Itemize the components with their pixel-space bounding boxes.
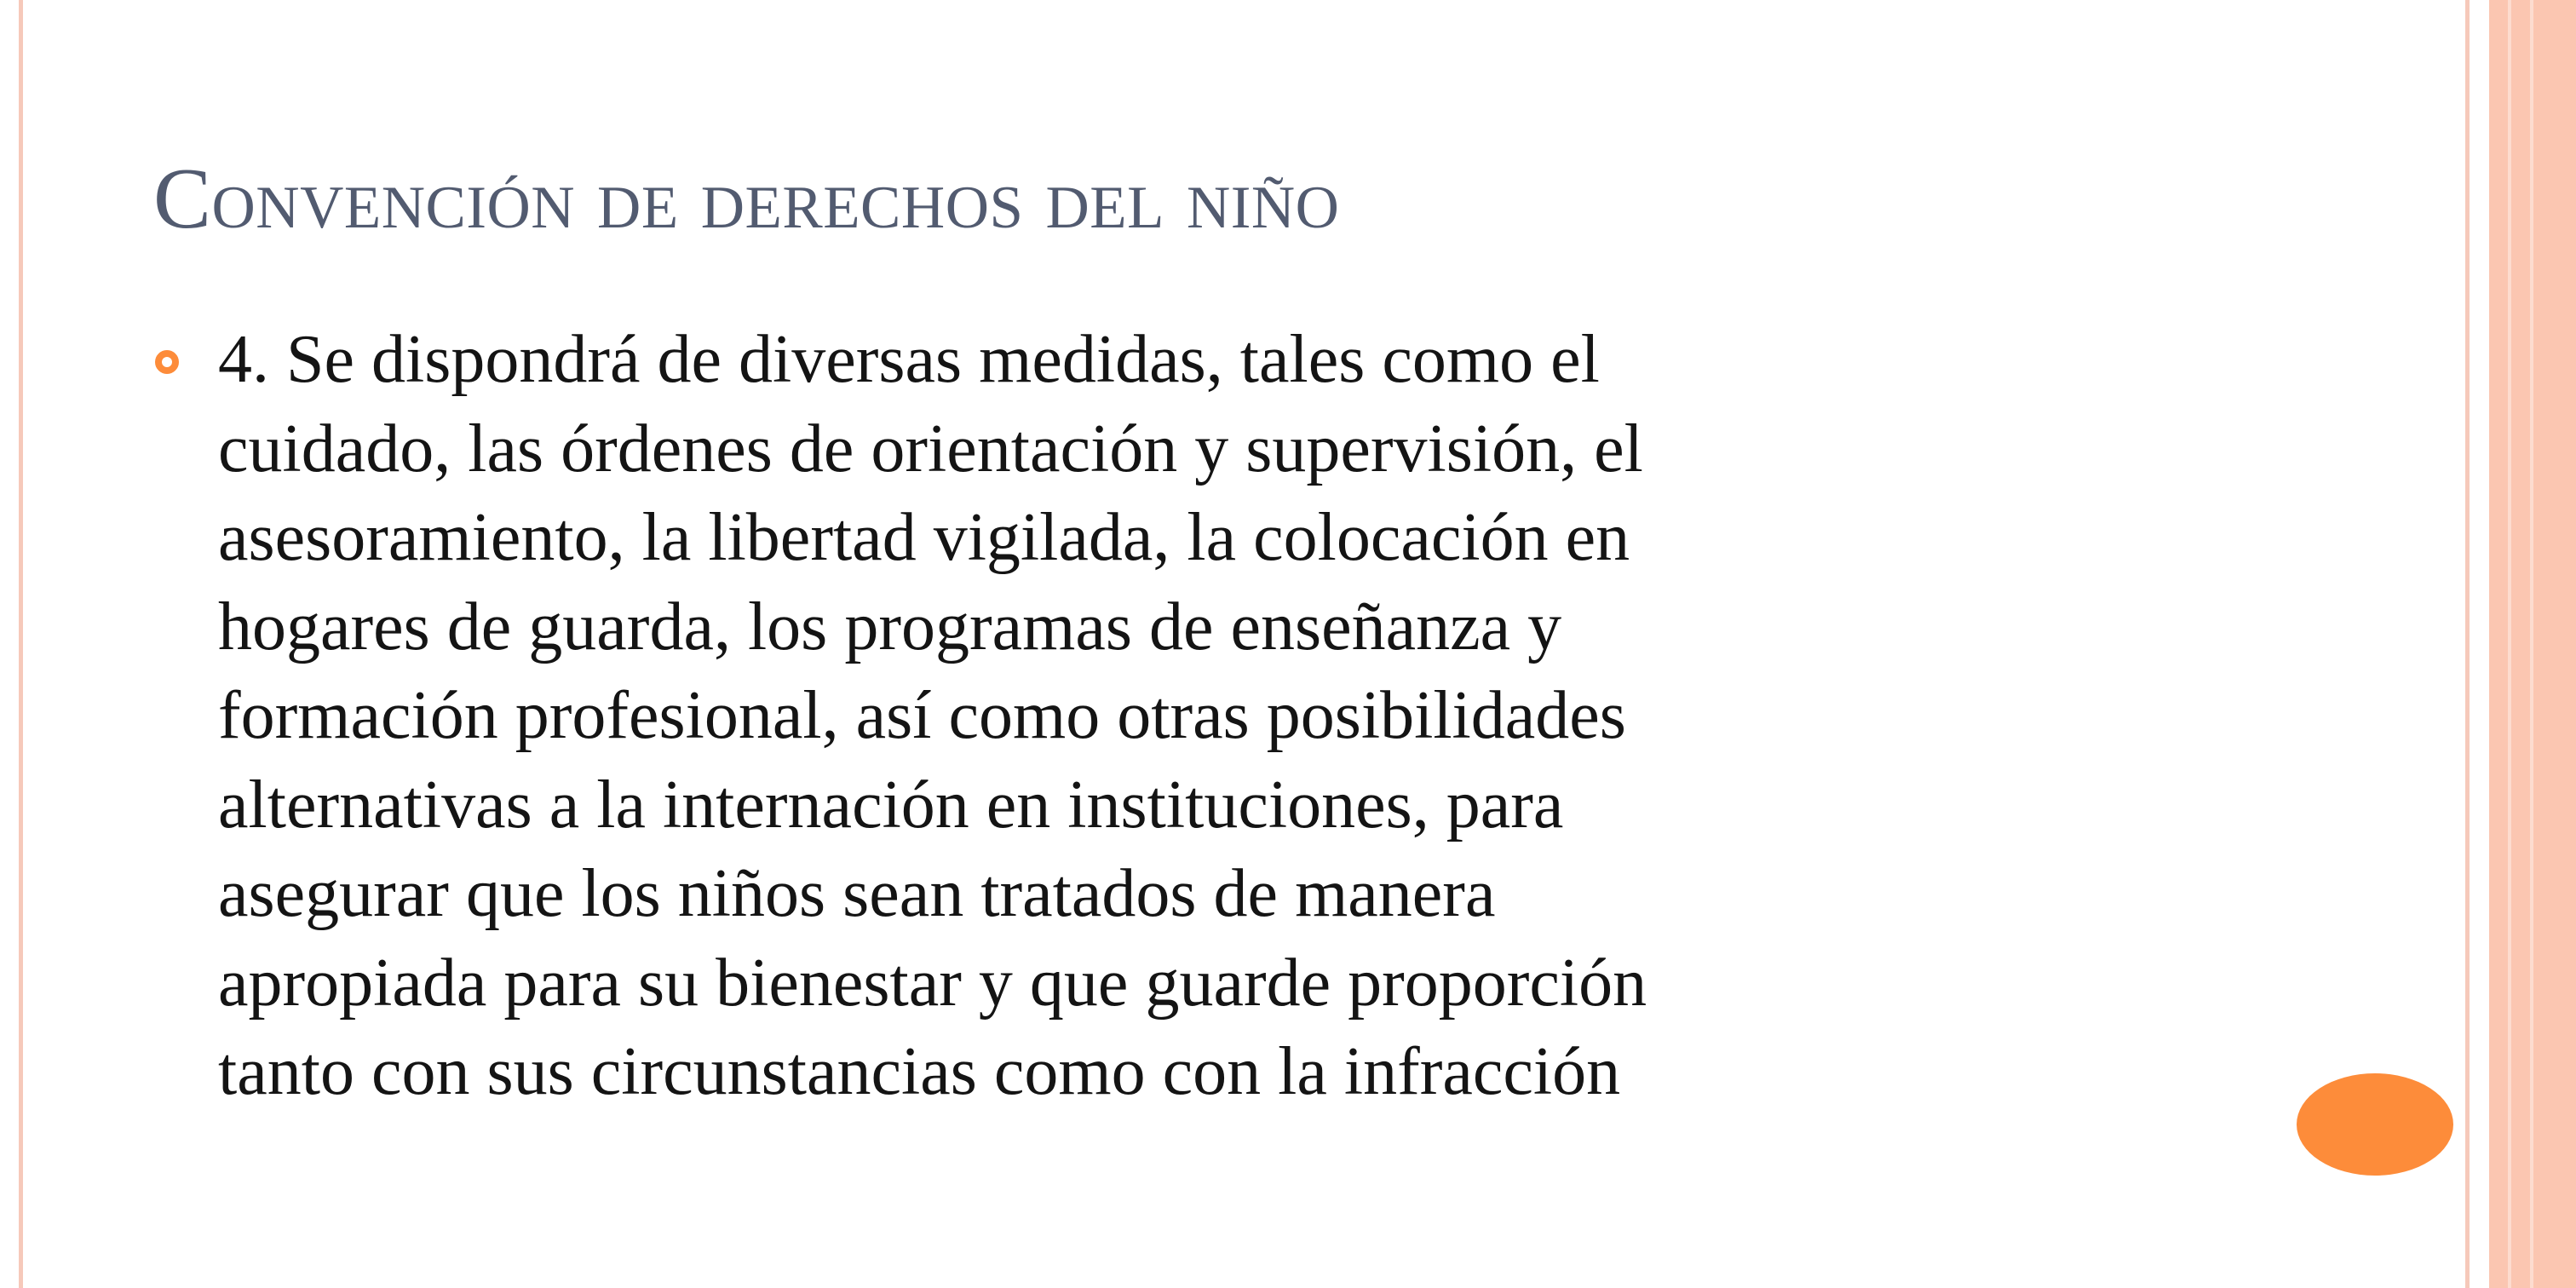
hollow-circle-bullet-icon	[155, 350, 179, 374]
bullet-text-line: tanto con sus circunstancias como con la infracción	[218, 1034, 1621, 1109]
bullet-text-line: cuidado, las órdenes de orientación y supervisión, el	[218, 411, 1643, 486]
bullet-text-line: apropiada para su bienestar y que guarde proporción	[218, 945, 1647, 1021]
band-stripe	[2508, 0, 2511, 1288]
bullet-text-line: alternativas a la internación en instituciones, para	[218, 767, 1564, 842]
bullet-text-line: formación profesional, así como otras posibilidades	[218, 678, 1626, 753]
left-border-line	[19, 0, 23, 1288]
orange-ellipse-shape	[2297, 1073, 2453, 1176]
band-stripe	[2530, 0, 2533, 1288]
bullet-text	[218, 315, 2143, 1117]
bullet-text-line: 4. Se dispondrá de diversas medidas, tales como el	[218, 322, 1600, 397]
bullet-text-line: asesoramiento, la libertad vigilada, la colocación en	[218, 500, 1630, 575]
right-decorative-band	[2489, 0, 2576, 1288]
slide-title: Convención de derechos del niño	[153, 151, 1340, 247]
right-border-line	[2465, 0, 2470, 1288]
bullet-text-line: asegurar que los niños sean tratados de manera	[218, 856, 1496, 931]
bullet-text-line: hogares de guarda, los programas de enseñanza y	[218, 589, 1562, 664]
